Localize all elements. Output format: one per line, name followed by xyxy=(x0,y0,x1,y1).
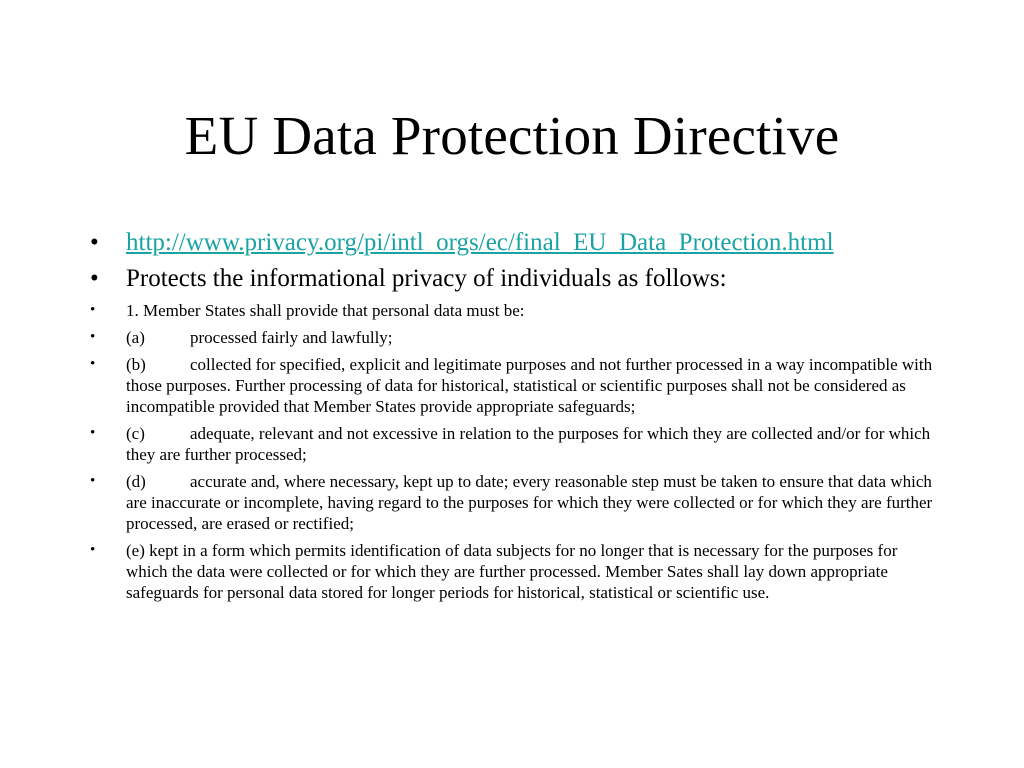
bullet-icon: • xyxy=(90,302,96,318)
item-text: collected for specified, explicit and legitimate purposes and not further processed in a way incompatible with those purposes. Further processing of data for historical, statistical or scientific purposes shall not be considered as incompatible provided that Member States provide appropriate safeguards; xyxy=(126,355,933,416)
item-text: adequate, relevant and not excessive in relation to the purposes for which they are collected and/or for which they are further processed; xyxy=(126,424,931,464)
list-item-rule xyxy=(90,300,940,321)
bullet-list xyxy=(90,228,940,609)
bullet-icon: • xyxy=(90,356,96,372)
slide-title: EU Data Protection Directive xyxy=(184,105,840,166)
privacy-link[interactable]: http://www.privacy.org/pi/intl_orgs/ec/final_EU_Data_Protection.html xyxy=(126,229,834,256)
bullet-icon: • xyxy=(90,473,96,489)
bullet-icon: • xyxy=(90,229,99,256)
rule-text: 1. Member States shall provide that personal data must be: xyxy=(126,301,525,320)
item-label: (c) xyxy=(126,424,145,443)
list-item-link xyxy=(90,228,940,258)
bullet-icon: • xyxy=(90,265,99,292)
bullet-icon: • xyxy=(90,329,96,345)
item-text: accurate and, where necessary, kept up to date; every reasonable step must be taken to ensure that data which are inaccurate or incomplete, having regard to the purposes for which they were collected or for which they are further processed, are erased or rectified; xyxy=(126,472,933,533)
item-label: (b) xyxy=(126,355,146,374)
list-item-intro xyxy=(90,264,940,294)
list-item-c xyxy=(90,423,940,465)
item-text: (e) kept in a form which permits identification of data subjects for no longer that is necessary for the purposes for which the data were collected or for which they are further processed. Member Sates shall lay down appropriate safeguards for personal data stored for longer periods for historical, statistical or scientific use. xyxy=(126,541,898,602)
item-text: processed fairly and lawfully; xyxy=(190,328,393,347)
bullet-icon: • xyxy=(90,425,96,441)
bullet-icon: • xyxy=(90,542,96,558)
list-item-e xyxy=(90,540,940,603)
list-item-a xyxy=(90,327,940,348)
item-label: (d) xyxy=(126,472,146,491)
item-label: (a) xyxy=(126,328,145,347)
intro-text: Protects the informational privacy of individuals as follows: xyxy=(126,265,727,292)
list-item-d xyxy=(90,471,940,534)
list-item-b xyxy=(90,354,940,417)
